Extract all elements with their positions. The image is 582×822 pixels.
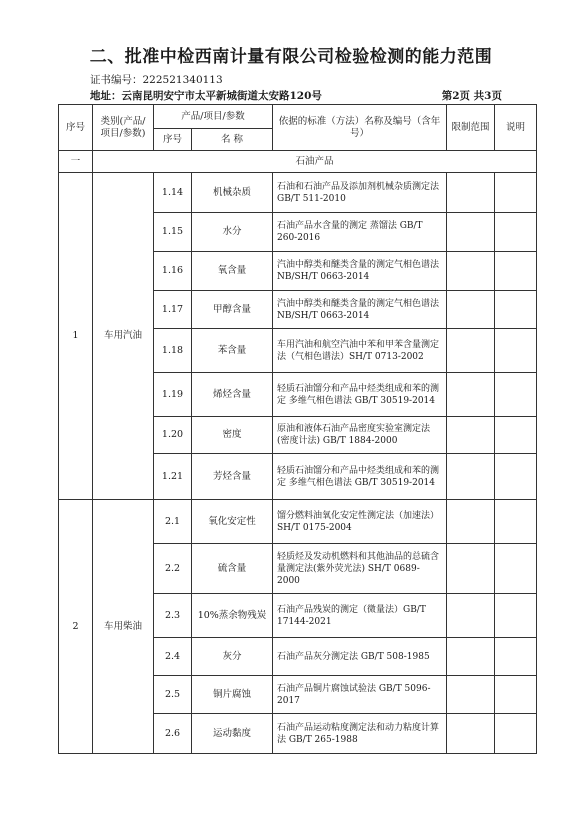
item-note: [495, 500, 537, 544]
item-no: 2.5: [154, 676, 192, 714]
item-limit: [447, 500, 495, 544]
item-name: 苯含量: [192, 329, 273, 373]
item-note: [495, 173, 537, 213]
item-note: [495, 213, 537, 252]
item-no: 1.18: [154, 329, 192, 373]
item-no: 1.20: [154, 417, 192, 454]
item-name: 硫含量: [192, 544, 273, 594]
item-standard: 轻质烃及发动机燃料和其他油品的总硫含量测定法(紫外荧光法) SH/T 0689-2000: [273, 544, 447, 594]
item-standard: 石油产品灰分测定法 GB/T 508-1985: [273, 638, 447, 676]
item-note: [495, 676, 537, 714]
item-no: 2.4: [154, 638, 192, 676]
item-name: 氧化安定性: [192, 500, 273, 544]
item-standard: 馏分燃料油氧化安定性测定法（加速法）SH/T 0175-2004: [273, 500, 447, 544]
item-standard: 石油和石油产品及添加剂机械杂质测定法 GB/T 511-2010: [273, 173, 447, 213]
item-name: 机械杂质: [192, 173, 273, 213]
item-limit: [447, 714, 495, 754]
item-no: 2.1: [154, 500, 192, 544]
item-standard: 轻质石油馏分和产品中烃类组成和苯的测定 多维气相色谱法 GB/T 30519-2014: [273, 454, 447, 500]
item-name: 运动黏度: [192, 714, 273, 754]
item-no: 1.16: [154, 252, 192, 291]
item-name: 10%蒸余物残炭: [192, 594, 273, 638]
item-name: 灰分: [192, 638, 273, 676]
header-category: 类别(产品/项目/参数): [93, 105, 154, 151]
item-limit: [447, 173, 495, 213]
header-item-name: 名 称: [192, 129, 273, 151]
group-category: 车用汽油: [93, 173, 154, 500]
header-standard: 依据的标准（方法）名称及编号（含年号）: [273, 105, 447, 151]
table-row: [59, 500, 537, 544]
item-note: [495, 291, 537, 329]
section-seq: 一: [59, 151, 93, 173]
item-limit: [447, 252, 495, 291]
item-no: 1.14: [154, 173, 192, 213]
section-label: 石油产品: [93, 151, 537, 173]
item-limit: [447, 454, 495, 500]
item-no: 1.17: [154, 291, 192, 329]
item-name: 密度: [192, 417, 273, 454]
header-product-group: 产品/项目/参数: [154, 105, 273, 129]
table-row: [59, 173, 537, 213]
item-standard: 汽油中醇类和醚类含量的测定气相色谱法 NB/SH/T 0663-2014: [273, 252, 447, 291]
item-no: 1.19: [154, 373, 192, 417]
item-note: [495, 544, 537, 594]
item-name: 芳烃含量: [192, 454, 273, 500]
item-name: 铜片腐蚀: [192, 676, 273, 714]
item-name: 烯烃含量: [192, 373, 273, 417]
item-standard: 轻质石油馏分和产品中烃类组成和苯的测定 多维气相色谱法 GB/T 30519-2014: [273, 373, 447, 417]
scope-table: [58, 104, 537, 754]
item-note: [495, 714, 537, 754]
item-name: 水分: [192, 213, 273, 252]
item-no: 1.15: [154, 213, 192, 252]
item-name: 甲醇含量: [192, 291, 273, 329]
item-limit: [447, 373, 495, 417]
item-standard: 石油产品铜片腐蚀试验法 GB/T 5096-2017: [273, 676, 447, 714]
item-standard: 原油和液体石油产品密度实验室测定法(密度计法) GB/T 1884-2000: [273, 417, 447, 454]
item-no: 2.3: [154, 594, 192, 638]
item-note: [495, 252, 537, 291]
item-no: 2.6: [154, 714, 192, 754]
item-standard: 车用汽油和航空汽油中苯和甲苯含量测定法（气相色谱法）SH/T 0713-2002: [273, 329, 447, 373]
page-indicator: 第2页 共3页: [441, 90, 502, 102]
header-item-no: 序号: [154, 129, 192, 151]
item-standard: 石油产品运动粘度测定法和动力粘度计算法 GB/T 265-1988: [273, 714, 447, 754]
item-standard: 石油产品水含量的测定 蒸馏法 GB/T 260-2016: [273, 213, 447, 252]
item-note: [495, 417, 537, 454]
group-seq: 1: [59, 173, 93, 500]
item-limit: [447, 676, 495, 714]
item-note: [495, 638, 537, 676]
item-note: [495, 594, 537, 638]
group-seq: 2: [59, 500, 93, 754]
certificate-number: 证书编号：222521340113: [90, 74, 223, 86]
group-category: 车用柴油: [93, 500, 154, 754]
page-title: 二、批准中检西南计量有限公司检验检测的能力范围: [89, 47, 493, 67]
item-standard: 汽油中醇类和醚类含量的测定气相色谱法 NB/SH/T 0663-2014: [273, 291, 447, 329]
item-note: [495, 329, 537, 373]
item-no: 2.2: [154, 544, 192, 594]
header-limit: 限制范围: [447, 105, 495, 151]
item-limit: [447, 329, 495, 373]
item-limit: [447, 594, 495, 638]
item-note: [495, 454, 537, 500]
item-limit: [447, 638, 495, 676]
item-limit: [447, 291, 495, 329]
item-name: 氧含量: [192, 252, 273, 291]
item-limit: [447, 417, 495, 454]
header-seq: 序号: [59, 105, 93, 151]
item-note: [495, 373, 537, 417]
item-limit: [447, 544, 495, 594]
item-limit: [447, 213, 495, 252]
item-standard: 石油产品残炭的测定（微量法）GB/T 17144-2021: [273, 594, 447, 638]
header-note: 说明: [495, 105, 537, 151]
item-no: 1.21: [154, 454, 192, 500]
address: 地址：云南昆明安宁市太平新城街道太安路120号: [90, 90, 322, 102]
